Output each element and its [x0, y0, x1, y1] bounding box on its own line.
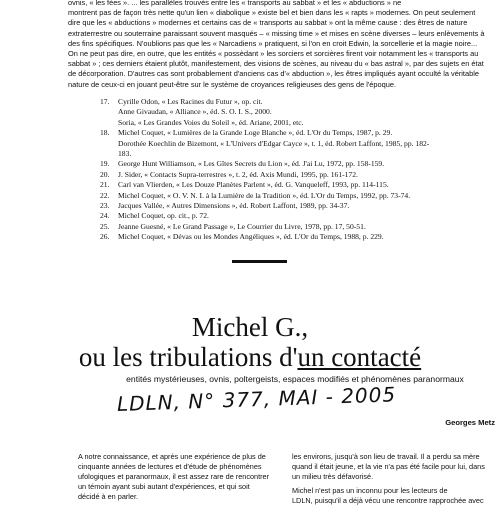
body-line: quand il était jeune, et la vie n'a pas été facile pour lui, dans [292, 462, 485, 471]
body-line: un témoin ayant subi autant d'expériences, et qui soit [78, 482, 250, 491]
author-name: Georges Metz [445, 418, 495, 427]
footnote-text: Jacques Vallée, « Autres Dimensions », éd. Robert Laffont, 1989, pp. 34-37. [118, 201, 350, 211]
body-line: LDLN, puisqu'il a déjà vécu une rencontre rapprochée avec [292, 496, 484, 505]
footnote-text: Michel Coquet, op. cit., p. 72. [118, 211, 209, 221]
intro-line: dire que les « abductions » modernes et certains cas de « transports au sabbat » ont la même cause : des êtres de nature [68, 18, 468, 28]
footnote-item [100, 107, 495, 117]
intro-line: nature de ceux-ci en jouant peut-être sur le système de croyances religieuses des gens de l'époque. [68, 79, 397, 89]
footnote-text: Carl van Vlierden, « Les Douze Planètes Parlent », éd. G. Vanqueleff, 1993, pp. 114-115. [118, 180, 389, 190]
body-line: les environs, jusqu'à son lieu de travail. Il a perdu sa mère [292, 452, 480, 461]
intro-line: On ne peut pas dire, en outre, que les entités « possèdant » les sorciers et sorcières firent voir notamment les « transports au [68, 49, 479, 59]
body-line: ufologiques et paranormaux, il est assez rare de rencontrer [78, 472, 270, 481]
footnote-number: 21. [100, 180, 110, 190]
footnote-number: 23. [100, 201, 110, 211]
footnote-item [100, 191, 495, 201]
footnote-item [100, 159, 495, 169]
body-line: Michel n'est pas un inconnu pour les lecteurs de [292, 486, 448, 495]
article-title-line-1: Michel G., [191, 312, 309, 342]
footnote-item [100, 149, 495, 159]
body-line: décidé à en parler. [78, 492, 139, 501]
title-underlined: un contacté [297, 342, 422, 372]
intro-line: sabbat » ; ces derniers étaient plutôt, manifestement, des visions de scènes, au niveau du « bas astral », par des sujets en état [68, 59, 484, 69]
footnote-text: Michel Coquet, « O. V. N. I. à la Lumière de la Tradition », éd. L'Or du Temps, 1992, pp. 73-74. [118, 190, 411, 200]
footnote-item [100, 118, 495, 128]
body-column-right [292, 452, 497, 506]
footnote-text: Soria, « Les Grandes Voies du Soleil », éd. Ariane, 2001, etc. [118, 117, 304, 127]
article-title-line-2 [0, 342, 500, 372]
footnote-item [100, 128, 495, 138]
footnote-item [100, 180, 495, 190]
body-line: cinquante années de lectures et d'étude de phénomènes [78, 462, 262, 471]
body-line: A notre connaissance, et après une expérience de plus de [78, 452, 266, 461]
handwritten-annotation: LDLN, N° 377, MAI - 2005 [116, 382, 397, 416]
footnote-number: 26. [100, 232, 110, 242]
intro-line: extraterrestre ou souterraine paraissant souvent masqués – « missing time » et mises en scène diverses – leurs enlèvements à [68, 28, 485, 38]
footnote-item [100, 222, 495, 232]
footnote-text: 183. [118, 149, 132, 159]
footnotes-list [100, 97, 495, 243]
footnote-text: George Hunt Williamson, « Les Gîtes Secrets du Lion », éd. J'ai Lu, 1972, pp. 158-159. [118, 159, 385, 169]
article-subtitle: entités mystérieuses, ovnis, poltergeists, espaces modifiés et phénomènes paranormaux [126, 374, 464, 384]
footnote-number: 20. [100, 169, 110, 179]
footnote-text: Michel Coquet, « Dévas ou les Mondes Angéliques », éd. L'Or du Temps, 1988, p. 229. [118, 232, 384, 242]
footnote-number: 22. [100, 190, 110, 200]
footnote-number: 17. [100, 97, 110, 106]
footnote-text: Cyrille Odon, « Les Racines du Futur », op. cit. [118, 97, 263, 106]
footnote-text: Dorothée Koechlin de Bizemont, « L'Univers d'Edgar Cayce », t. 1, éd. Robert Laffont, 1985, pp. 182- [118, 138, 430, 148]
footnote-text: Michel Coquet, « Lumières de la Grande Loge Blanche », éd. L'Or du Temps, 1987, p. 29. [118, 128, 393, 138]
intro-line: des fins spécifiques. N'oublions pas que les « Narcadiens » pratiquent, si l'on en croit Edwin, la sorcellerie et la magie noire... [68, 38, 478, 48]
intro-paragraph [68, 0, 494, 90]
body-line: un milieu très défavorisé. [292, 472, 374, 481]
body-column-left [78, 452, 283, 502]
footnote-number: 19. [100, 159, 110, 169]
footnote-item [100, 139, 495, 149]
footnote-number: 18. [100, 128, 110, 138]
footnote-item [100, 97, 495, 107]
intro-line: montrent pas de façon très nette qu'un lien « diabolique » existe bel et bien dans les « rapts » modernes. On peut seulement [68, 8, 476, 18]
footnote-number: 25. [100, 221, 110, 231]
footnote-text: J. Sider, « Contacts Supra-terrestres », t. 2, éd. Axis Mundi, 1995, pp. 161-172. [118, 169, 358, 179]
footnote-text: Jeanne Guesné, « Le Grand Passage », Le Courrier du Livre, 1978, pp. 17, 50-51. [118, 221, 366, 231]
section-divider [232, 260, 287, 263]
footnote-item [100, 232, 495, 242]
footnote-item [100, 201, 495, 211]
footnote-item [100, 170, 495, 180]
intro-line: ovnis, « les fées ». ... les parallèles trouvés entre les « transports au sabbat » et les « abductions » ne [68, 0, 402, 7]
title-prefix: ou les tribulations d' [78, 342, 298, 372]
footnote-text: Anne Givaudan, « Alliance », éd. S. O. I. S., 2000. [118, 107, 272, 117]
footnote-number: 24. [100, 211, 110, 221]
footnote-item [100, 211, 495, 221]
intro-line: de décorporation. D'autres cas sont probablement d'anciens cas d'« abduction », les êtres impliqués ayant occulté la véritable [68, 69, 479, 79]
